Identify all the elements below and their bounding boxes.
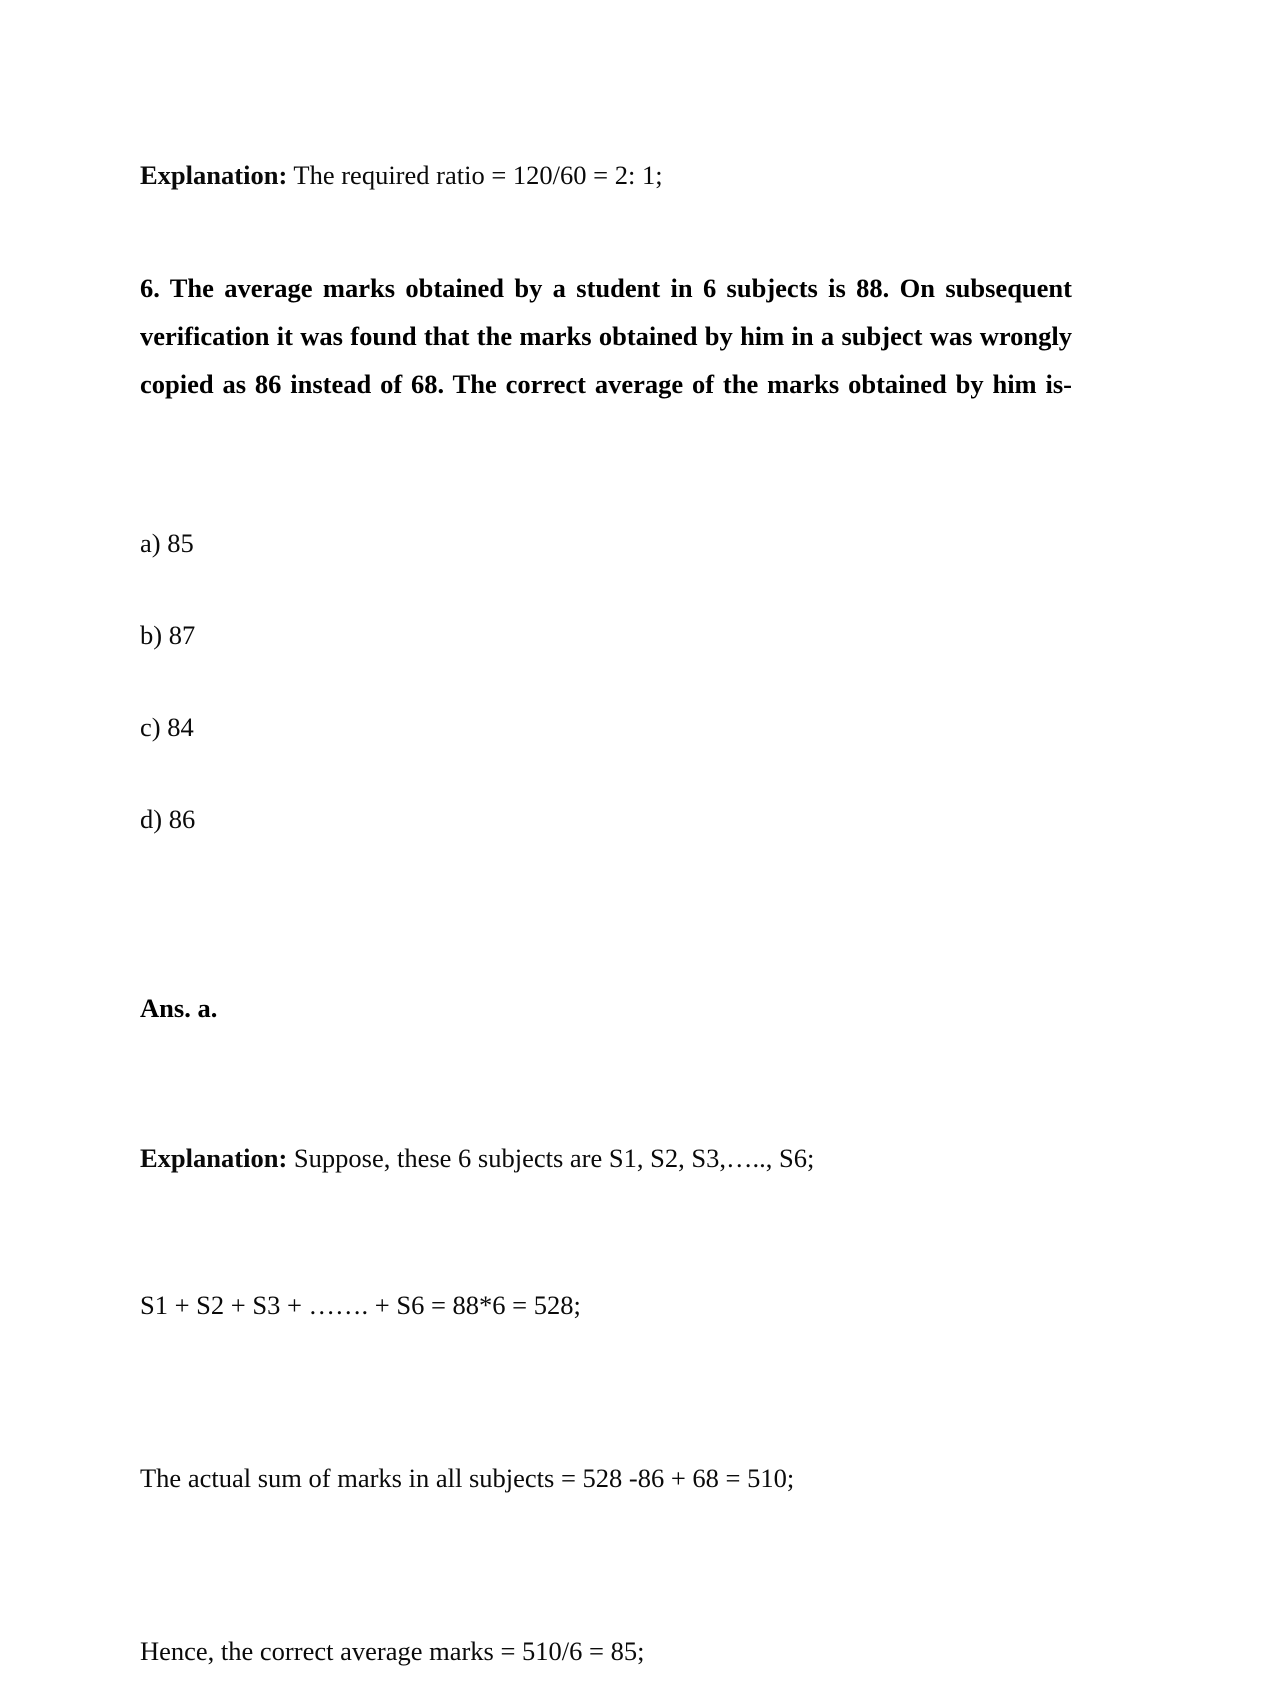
option-c-label: c) 84 [140,712,194,743]
document-body [140,158,1072,1694]
option-b[interactable] [140,620,1072,712]
option-a[interactable] [140,528,1072,620]
question-stem: 6. The average marks obtained by a student in 6 subjects is 88. On subsequent verification it was found that the marks obtained by him in a subject was wrongly copied as 86 instead of 68. The correct average of the marks obtained by him is- [140,273,1072,400]
option-b-label: b) 87 [140,620,196,651]
explanation-paragraph [140,1141,1072,1175]
spacer [140,1176,1072,1264]
explanation-intro-text: Suppose, these 6 subjects are S1, S2, S3,….., S6; [287,1143,815,1174]
top-explanation-paragraph [140,158,1072,192]
option-d-label: d) 86 [140,804,196,835]
explanation-line-1: S1 + S2 + S3 + ……. + S6 = 88*6 = 528; [140,1290,581,1321]
explanation-line-3: Hence, the correct average marks = 510/6 = 85; [140,1635,645,1666]
spacer [140,1051,1072,1141]
spacer [140,1521,1072,1609]
top-explanation-label: Explanation: [140,160,288,190]
explanation-line-2: The actual sum of marks in all subjects = 528 -86 + 68 = 510; [140,1462,795,1493]
option-d[interactable] [140,804,1072,896]
option-a-label: a) 85 [140,528,194,559]
top-explanation-text: The required ratio = 120/60 = 2: 1; [287,160,663,190]
spacer [140,192,1072,264]
explanation-label: Explanation: [140,1143,288,1174]
spacer [140,456,1072,528]
spacer [140,896,1072,966]
option-c[interactable] [140,712,1072,804]
spacer [140,1348,1072,1436]
answer-line: Ans. a. [140,992,218,1023]
